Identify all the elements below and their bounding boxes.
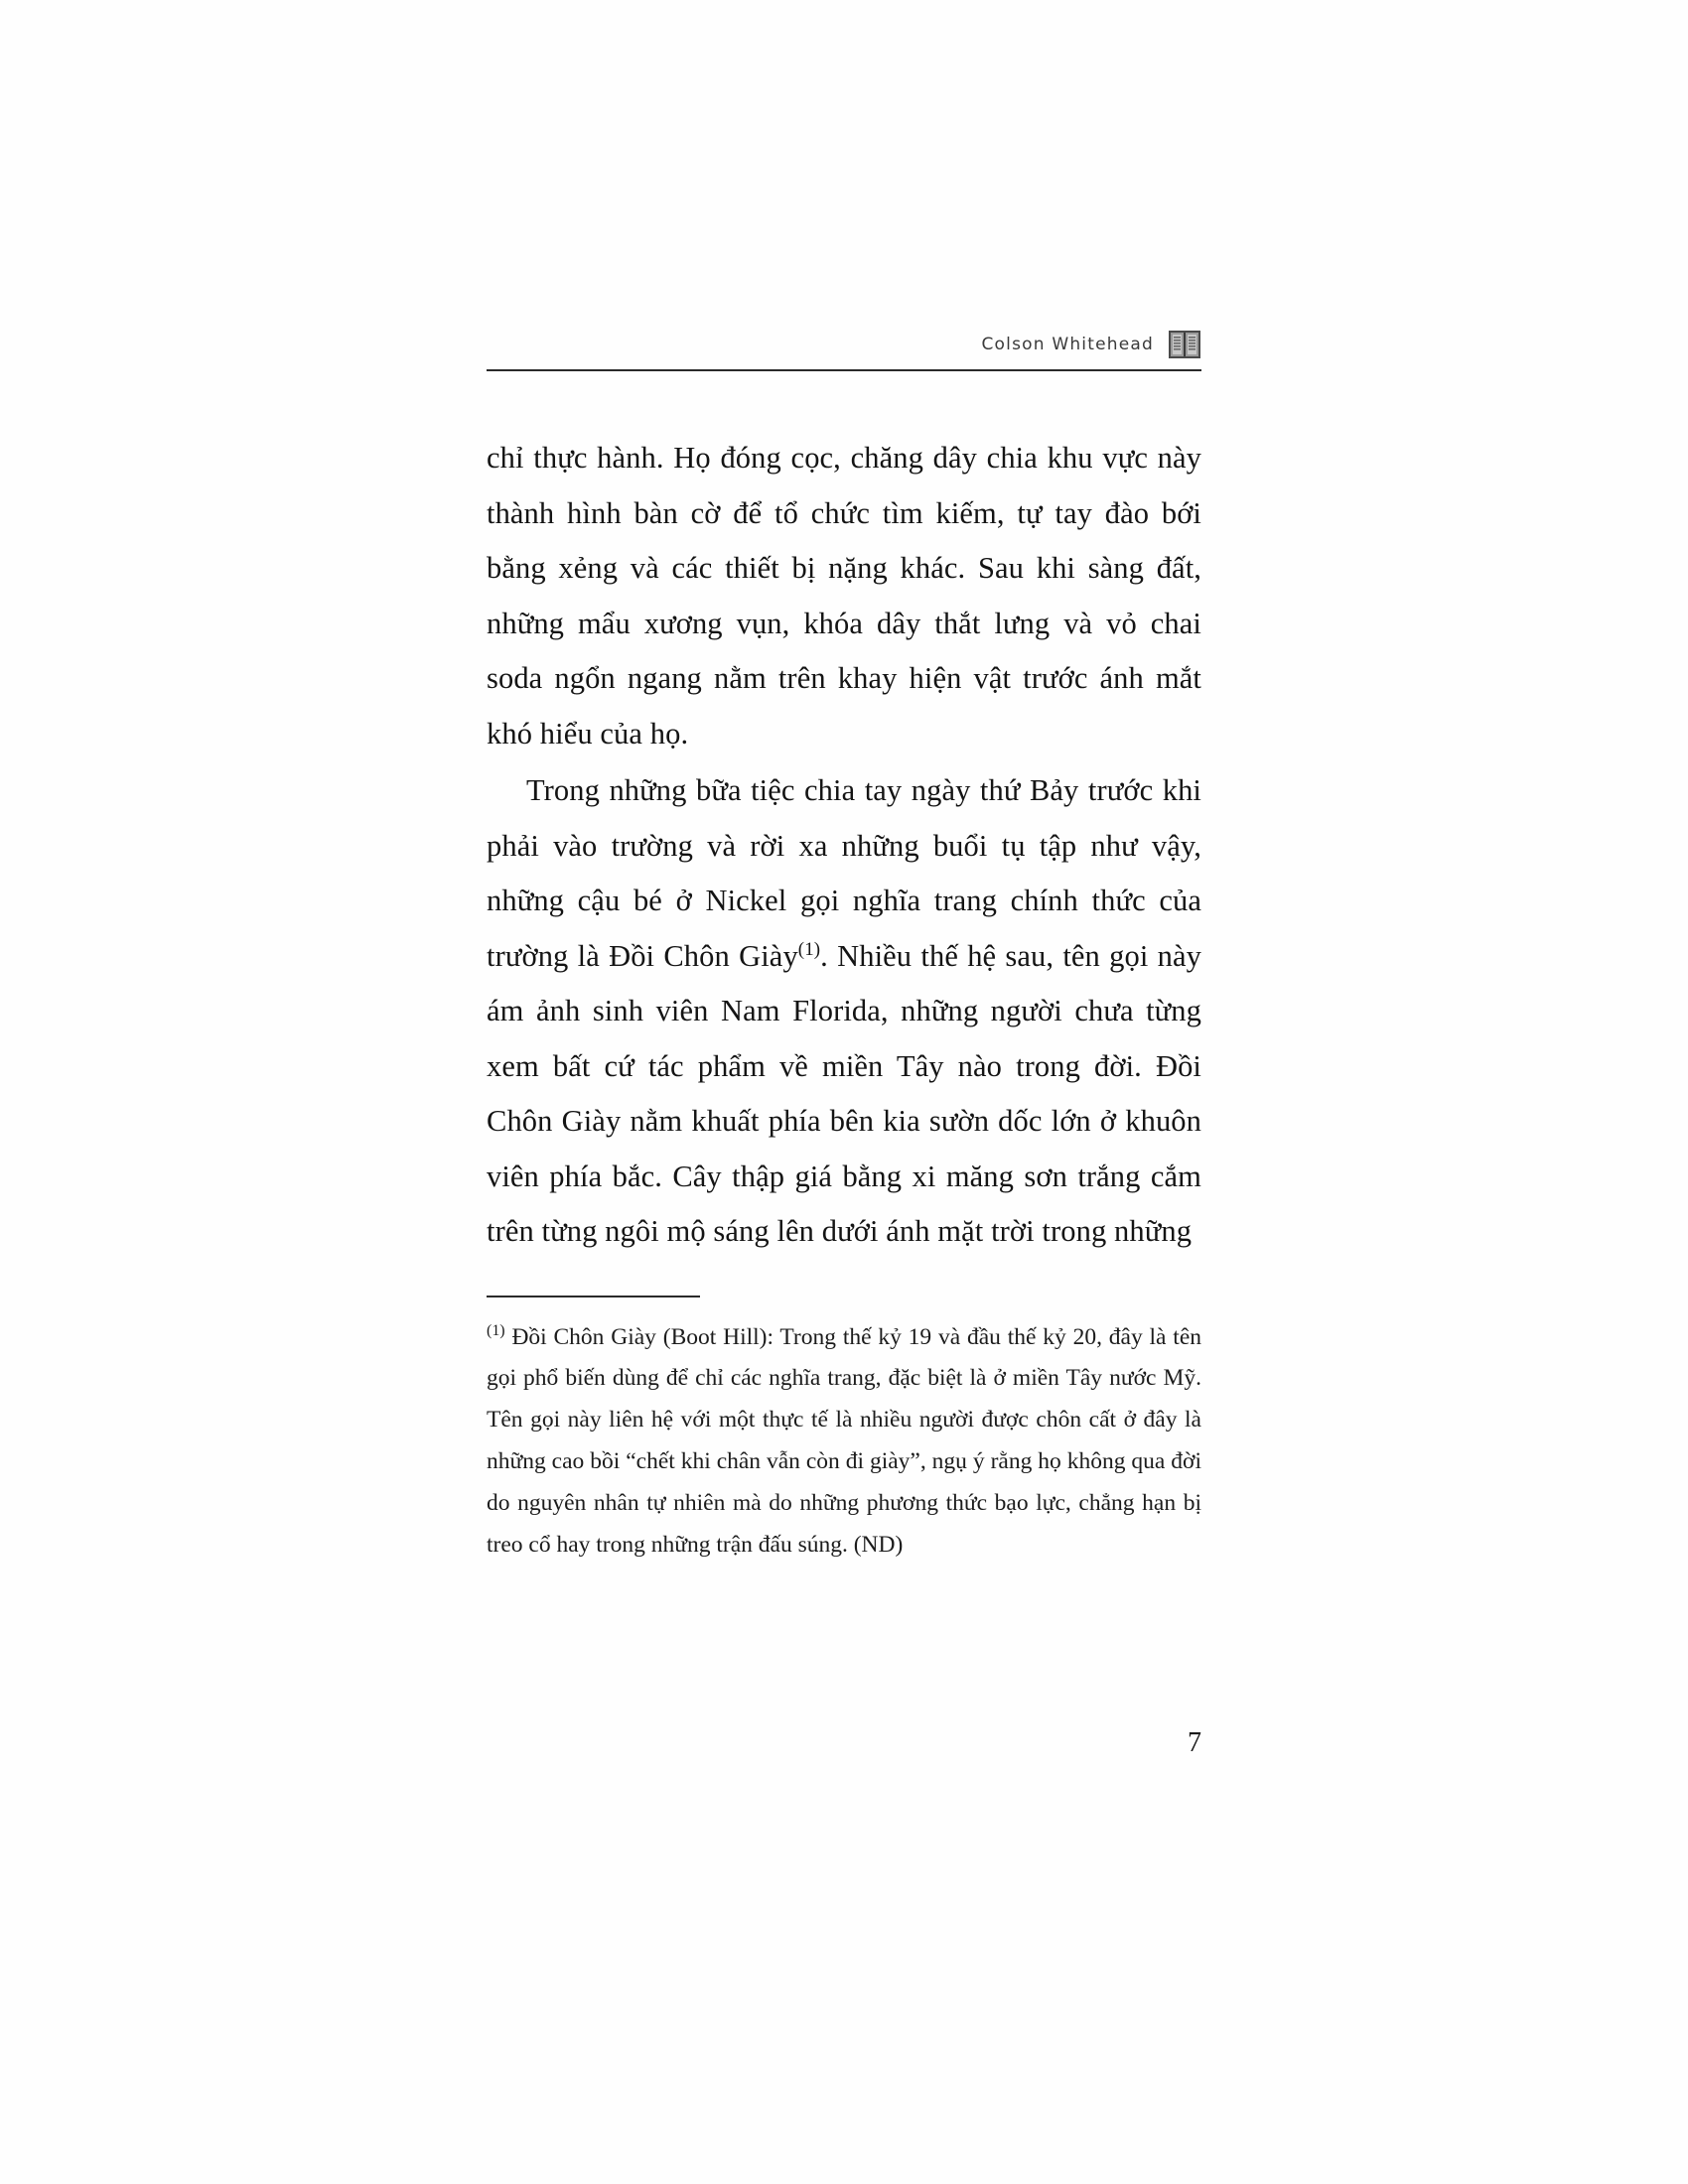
book-ornament-icon <box>1168 328 1201 361</box>
footnote-number: (1) <box>487 1321 505 1339</box>
footnote-divider <box>487 1296 700 1297</box>
paragraph-text-before-footnote: Trong những bữa tiệc chia tay ngày thứ Bảy trước khi phải vào trường và rời xa những buổi tụ tập như vậy, những cậu bé ở Nickel gọi nghĩa trang chính thức của trường là Đồi Chôn Giày <box>487 773 1201 973</box>
running-header <box>487 328 1201 371</box>
paragraph-text-after-footnote: . Nhiều thế hệ sau, tên gọi này ám ảnh sinh viên Nam Florida, những người chưa từng xem bất cứ tác phẩm về miền Tây nào trong đời. Đồi Chôn Giày nằm khuất phía bên kia sườn dốc lớn ở khuôn viên phía bắc. Cây thập giá bằng xi măng sơn trắng cắm trên từng ngôi mộ sáng lên dưới ánh mặt trời trong những <box>487 938 1201 1248</box>
footnote-reference-marker[interactable]: (1) <box>797 938 821 960</box>
running-header-author: Colson Whitehead <box>981 335 1154 354</box>
body-paragraph: chỉ thực hành. Họ đóng cọc, chăng dây chia khu vực này thành hình bàn cờ để tổ chức tìm kiếm, tự tay đào bới bằng xẻng và các thiết bị nặng khác. Sau khi sàng đất, những mẩu xương vụn, khóa dây thắt lưng và vỏ chai soda ngổn ngang nằm trên khay hiện vật trước ánh mắt khó hiểu của họ. <box>487 441 1201 751</box>
footnote-text <box>487 1317 1201 1567</box>
footnote-body: Đồi Chôn Giày (Boot Hill): Trong thế kỷ 19 và đầu thế kỷ 20, đây là tên gọi phổ biến dùng để chỉ các nghĩa trang, đặc biệt là ở miền Tây nước Mỹ. Tên gọi này liên hệ với một thực tế là nhiều người được chôn cất ở đây là những cao bồi “chết khi chân vẫn còn đi giày”, ngụ ý rằng họ không qua đời do nguyên nhân tự nhiên mà do những phương thức bạo lực, chẳng hạn bị treo cổ hay trong những trận đấu súng. (ND) <box>487 1323 1201 1558</box>
footnote-section <box>487 1296 1201 1567</box>
body-paragraph <box>487 763 1201 1260</box>
page-number: 7 <box>1188 1727 1201 1758</box>
page-content <box>487 328 1201 1566</box>
